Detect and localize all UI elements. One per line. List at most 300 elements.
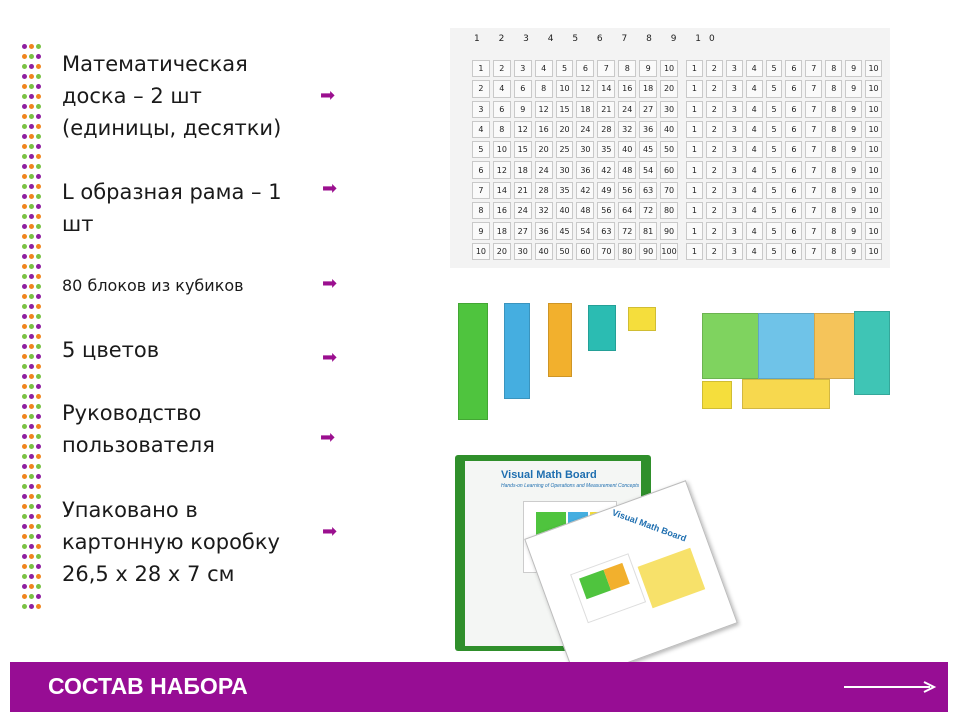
decorative-dot	[29, 604, 34, 609]
board-cell: 1	[686, 80, 703, 97]
decorative-dot	[22, 454, 27, 459]
decorative-dot	[22, 544, 27, 549]
decorative-dot	[29, 534, 34, 539]
board-cell: 90	[639, 243, 657, 260]
decorative-dot	[36, 604, 41, 609]
board-cell: 5	[766, 202, 783, 219]
decorative-dot	[36, 344, 41, 349]
block-stack	[854, 311, 890, 395]
board-cell: 54	[639, 161, 657, 178]
block-stack	[758, 313, 816, 379]
board-cell: 24	[618, 101, 636, 118]
decorative-dot	[36, 454, 41, 459]
decorative-dot	[29, 354, 34, 359]
decorative-dot	[36, 264, 41, 269]
board-cell: 15	[514, 141, 532, 158]
board-cell: 18	[576, 101, 594, 118]
board-cell: 10	[865, 60, 882, 77]
board-cell: 60	[576, 243, 594, 260]
board-cell: 8	[825, 161, 842, 178]
decorative-dot	[22, 574, 27, 579]
board-cell: 9	[845, 141, 862, 158]
decorative-dot	[22, 234, 27, 239]
board-cell: 9	[845, 202, 862, 219]
decorative-dot	[36, 194, 41, 199]
board-cell: 42	[576, 182, 594, 199]
board-cell: 5	[766, 243, 783, 260]
board-cell: 10	[865, 101, 882, 118]
board-cell: 12	[493, 161, 511, 178]
orange-block	[548, 303, 572, 377]
board-cell: 5	[766, 141, 783, 158]
board-cell: 16	[535, 121, 553, 138]
board-cell: 5	[766, 182, 783, 199]
board-cell: 14	[493, 182, 511, 199]
board-cell: 12	[514, 121, 532, 138]
board-cell: 5	[472, 141, 490, 158]
board-cell: 48	[618, 161, 636, 178]
board-cell: 7	[805, 243, 822, 260]
box-title: Visual Math Board	[501, 469, 597, 481]
decorative-dot	[29, 484, 34, 489]
decorative-dot	[36, 394, 41, 399]
board-cell: 35	[556, 182, 574, 199]
decorative-dot	[29, 274, 34, 279]
decorative-dot	[36, 44, 41, 49]
board-cell: 5	[556, 60, 574, 77]
board-cell: 1	[686, 161, 703, 178]
board-cell: 6	[785, 161, 802, 178]
board-cell: 9	[514, 101, 532, 118]
decorative-dot	[29, 324, 34, 329]
board-cell: 9	[845, 60, 862, 77]
decorative-dot	[36, 494, 41, 499]
board-cell: 6	[785, 60, 802, 77]
decorative-dot	[29, 424, 34, 429]
decorative-dot	[36, 224, 41, 229]
decorative-dot	[36, 204, 41, 209]
board-cell: 4	[746, 202, 763, 219]
decorative-dot	[29, 394, 34, 399]
decorative-dot	[36, 574, 41, 579]
board-cell: 20	[535, 141, 553, 158]
decorative-dot	[29, 514, 34, 519]
decorative-dot	[22, 284, 27, 289]
decorative-dot	[22, 154, 27, 159]
decorative-dot	[36, 214, 41, 219]
board-cell: 7	[805, 202, 822, 219]
board-cell: 48	[576, 202, 594, 219]
board-cell: 8	[825, 243, 842, 260]
board-cell: 2	[706, 202, 723, 219]
decorative-dot	[22, 134, 27, 139]
decorative-dot	[22, 364, 27, 369]
decorative-dot	[36, 164, 41, 169]
decorative-dot	[29, 344, 34, 349]
decorative-dot	[22, 184, 27, 189]
board-cell: 8	[825, 202, 842, 219]
decorative-dot	[36, 284, 41, 289]
board-header-numbers: 1 2 3 4 5 6 7 8 9 10	[474, 34, 723, 44]
decorative-dot	[22, 434, 27, 439]
board-cell: 9	[845, 101, 862, 118]
blue-block	[504, 303, 530, 399]
decorative-dot	[36, 364, 41, 369]
board-cell: 2	[706, 60, 723, 77]
block-stack	[702, 381, 732, 409]
decorative-dot	[22, 504, 27, 509]
board-cell: 7	[805, 222, 822, 239]
product-box-photo	[455, 455, 730, 655]
board-cell: 70	[597, 243, 615, 260]
board-cell: 21	[597, 101, 615, 118]
board-cell: 72	[618, 222, 636, 239]
board-cell: 6	[493, 101, 511, 118]
board-cell: 1	[686, 121, 703, 138]
decorative-dot	[29, 414, 34, 419]
board-cell: 2	[472, 80, 490, 97]
board-cell: 8	[825, 141, 842, 158]
decorative-dot	[22, 64, 27, 69]
decorative-dot	[29, 144, 34, 149]
units-board	[686, 60, 882, 260]
decorative-dot	[36, 514, 41, 519]
board-cell: 30	[576, 141, 594, 158]
board-cell: 3	[726, 121, 743, 138]
board-cell: 18	[493, 222, 511, 239]
board-cell: 7	[472, 182, 490, 199]
dotted-border-decoration	[22, 44, 44, 614]
board-cell: 24	[514, 202, 532, 219]
decorative-dot	[22, 124, 27, 129]
decorative-dot	[22, 194, 27, 199]
board-cell: 14	[597, 80, 615, 97]
decorative-dot	[36, 484, 41, 489]
decorative-dot	[36, 144, 41, 149]
decorative-dot	[36, 54, 41, 59]
board-cell: 54	[576, 222, 594, 239]
decorative-dot	[22, 274, 27, 279]
board-cell: 4	[472, 121, 490, 138]
board-cell: 10	[865, 202, 882, 219]
decorative-dot	[22, 244, 27, 249]
decorative-dot	[29, 504, 34, 509]
decorative-dot	[29, 594, 34, 599]
board-cell: 2	[706, 141, 723, 158]
decorative-dot	[22, 564, 27, 569]
decorative-dot	[29, 434, 34, 439]
decorative-dot	[36, 564, 41, 569]
decorative-dot	[22, 534, 27, 539]
decorative-dot	[36, 64, 41, 69]
board-cell: 6	[514, 80, 532, 97]
board-cell: 8	[472, 202, 490, 219]
decorative-dot	[36, 414, 41, 419]
board-cell: 7	[597, 60, 615, 77]
decorative-dot	[29, 264, 34, 269]
board-cell: 40	[660, 121, 678, 138]
block-stack	[742, 379, 830, 409]
board-cell: 64	[618, 202, 636, 219]
decorative-dot	[29, 104, 34, 109]
decorative-dot	[29, 74, 34, 79]
board-cell: 3	[726, 182, 743, 199]
booklet-title: Visual Math Board	[610, 507, 688, 544]
board-cell: 1	[686, 202, 703, 219]
board-cell: 20	[556, 121, 574, 138]
decorative-dot	[22, 54, 27, 59]
board-cell: 72	[639, 202, 657, 219]
decorative-dot	[36, 134, 41, 139]
decorative-dot	[29, 574, 34, 579]
board-cell: 4	[535, 60, 553, 77]
decorative-dot	[22, 524, 27, 529]
decorative-dot	[22, 174, 27, 179]
board-cell: 10	[472, 243, 490, 260]
board-cell: 1	[472, 60, 490, 77]
board-cell: 3	[726, 141, 743, 158]
board-cell: 2	[706, 161, 723, 178]
decorative-dot	[22, 424, 27, 429]
decorative-dot	[22, 354, 27, 359]
decorative-dot	[36, 584, 41, 589]
arrow-right-icon: ➡	[320, 85, 336, 106]
board-cell: 5	[766, 222, 783, 239]
decorative-dot	[29, 454, 34, 459]
decorative-dot	[36, 304, 41, 309]
item-blocks: 80 блоков из кубиков	[62, 276, 244, 295]
board-cell: 27	[639, 101, 657, 118]
board-cell: 63	[639, 182, 657, 199]
decorative-dot	[36, 314, 41, 319]
board-cell: 4	[746, 161, 763, 178]
decorative-dot	[36, 274, 41, 279]
box-subtitle: Hands-on Learning of Operations and Measurement Concepts	[501, 483, 640, 489]
decorative-dot	[22, 214, 27, 219]
board-cell: 8	[825, 222, 842, 239]
decorative-dot	[36, 444, 41, 449]
arrow-right-icon: ➡	[322, 521, 338, 542]
board-cell: 2	[706, 101, 723, 118]
board-cell: 18	[639, 80, 657, 97]
decorative-dot	[22, 414, 27, 419]
board-cell: 4	[746, 80, 763, 97]
board-cell: 6	[785, 243, 802, 260]
multiplication-board	[472, 60, 678, 260]
board-cell: 40	[535, 243, 553, 260]
item-user-guide: Руководство пользователя	[62, 401, 215, 457]
board-cell: 3	[726, 80, 743, 97]
board-cell: 2	[493, 60, 511, 77]
board-cell: 6	[785, 182, 802, 199]
board-cell: 3	[726, 101, 743, 118]
board-cell: 9	[472, 222, 490, 239]
decorative-dot	[36, 554, 41, 559]
board-cell: 42	[597, 161, 615, 178]
board-cell: 1	[686, 60, 703, 77]
decorative-dot	[36, 404, 41, 409]
decorative-dot	[36, 504, 41, 509]
board-cell: 10	[660, 60, 678, 77]
board-cell: 80	[660, 202, 678, 219]
board-cell: 5	[766, 80, 783, 97]
board-cell: 10	[865, 121, 882, 138]
decorative-dot	[29, 464, 34, 469]
decorative-dot	[36, 424, 41, 429]
decorative-dot	[36, 234, 41, 239]
board-cell: 30	[660, 101, 678, 118]
decorative-dot	[29, 54, 34, 59]
decorative-dot	[22, 304, 27, 309]
decorative-dot	[22, 494, 27, 499]
board-cell: 8	[825, 121, 842, 138]
decorative-dot	[22, 604, 27, 609]
board-cell: 40	[618, 141, 636, 158]
decorative-dot	[36, 384, 41, 389]
board-cell: 50	[660, 141, 678, 158]
decorative-dot	[29, 154, 34, 159]
decorative-dot	[29, 254, 34, 259]
decorative-dot	[22, 514, 27, 519]
board-cell: 2	[706, 222, 723, 239]
decorative-dot	[29, 94, 34, 99]
board-cell: 6	[785, 121, 802, 138]
teal-block	[588, 305, 616, 351]
decorative-dot	[22, 84, 27, 89]
decorative-dot	[36, 544, 41, 549]
footer-title: СОСТАВ НАБОРА	[48, 673, 248, 699]
decorative-dot	[29, 374, 34, 379]
decorative-dot	[29, 284, 34, 289]
decorative-dot	[29, 304, 34, 309]
board-cell: 5	[766, 60, 783, 77]
decorative-dot	[29, 234, 34, 239]
board-cell: 9	[845, 182, 862, 199]
board-cell: 32	[535, 202, 553, 219]
board-cell: 28	[535, 182, 553, 199]
decorative-dot	[29, 404, 34, 409]
board-cell: 12	[535, 101, 553, 118]
decorative-dot	[22, 224, 27, 229]
decorative-dot	[22, 594, 27, 599]
board-cell: 9	[845, 80, 862, 97]
board-cell: 45	[556, 222, 574, 239]
decorative-dot	[29, 584, 34, 589]
board-cell: 2	[706, 243, 723, 260]
decorative-dot	[29, 134, 34, 139]
decorative-dot	[29, 124, 34, 129]
board-cell: 8	[618, 60, 636, 77]
decorative-dot	[36, 534, 41, 539]
board-cell: 10	[865, 222, 882, 239]
board-cell: 1	[686, 182, 703, 199]
item-l-frame: L образная рама – 1 шт	[62, 180, 282, 236]
board-cell: 21	[514, 182, 532, 199]
board-cell: 8	[825, 101, 842, 118]
decorative-dot	[36, 174, 41, 179]
decorative-dot	[22, 474, 27, 479]
board-cell: 63	[597, 222, 615, 239]
next-arrow-icon[interactable]	[844, 680, 938, 694]
cube-blocks-photo	[450, 295, 890, 425]
footer-bar	[10, 662, 948, 712]
decorative-dot	[22, 254, 27, 259]
board-cell: 8	[825, 80, 842, 97]
board-cell: 36	[576, 161, 594, 178]
decorative-dot	[29, 314, 34, 319]
board-cell: 36	[535, 222, 553, 239]
decorative-dot	[36, 324, 41, 329]
decorative-dot	[29, 384, 34, 389]
decorative-dot	[36, 184, 41, 189]
decorative-dot	[22, 104, 27, 109]
board-cell: 10	[865, 141, 882, 158]
decorative-dot	[36, 94, 41, 99]
board-cell: 81	[639, 222, 657, 239]
board-cell: 5	[766, 161, 783, 178]
board-cell: 45	[639, 141, 657, 158]
board-cell: 2	[706, 80, 723, 97]
board-cell: 1	[686, 141, 703, 158]
board-cell: 7	[805, 101, 822, 118]
board-cell: 7	[805, 161, 822, 178]
arrow-right-icon: ➡	[322, 273, 338, 294]
board-cell: 24	[535, 161, 553, 178]
decorative-dot	[22, 74, 27, 79]
decorative-dot	[29, 174, 34, 179]
board-cell: 27	[514, 222, 532, 239]
decorative-dot	[29, 164, 34, 169]
decorative-dot	[22, 164, 27, 169]
decorative-dot	[36, 434, 41, 439]
decorative-dot	[22, 394, 27, 399]
decorative-dot	[22, 114, 27, 119]
board-cell: 9	[845, 121, 862, 138]
decorative-dot	[36, 244, 41, 249]
decorative-dot	[36, 464, 41, 469]
decorative-dot	[22, 444, 27, 449]
board-cell: 8	[825, 60, 842, 77]
board-cell: 40	[556, 202, 574, 219]
decorative-dot	[36, 354, 41, 359]
board-cell: 28	[597, 121, 615, 138]
decorative-dot	[36, 154, 41, 159]
decorative-dot	[36, 124, 41, 129]
decorative-dot	[29, 64, 34, 69]
board-cell: 4	[746, 101, 763, 118]
board-cell: 3	[726, 243, 743, 260]
board-cell: 20	[660, 80, 678, 97]
board-cell: 16	[618, 80, 636, 97]
board-cell: 30	[556, 161, 574, 178]
decorative-dot	[22, 44, 27, 49]
decorative-dot	[29, 564, 34, 569]
decorative-dot	[29, 554, 34, 559]
decorative-dot	[36, 74, 41, 79]
decorative-dot	[29, 184, 34, 189]
board-cell: 10	[865, 80, 882, 97]
decorative-dot	[22, 94, 27, 99]
board-cell: 6	[785, 101, 802, 118]
arrow-right-icon: ➡	[322, 178, 338, 199]
board-cell: 9	[845, 243, 862, 260]
board-cell: 6	[472, 161, 490, 178]
decorative-dot	[36, 594, 41, 599]
decorative-dot	[29, 204, 34, 209]
decorative-dot	[22, 314, 27, 319]
item-math-board: Математическая доска – 2 шт (единицы, десятки)	[62, 52, 282, 140]
board-cell: 7	[805, 182, 822, 199]
